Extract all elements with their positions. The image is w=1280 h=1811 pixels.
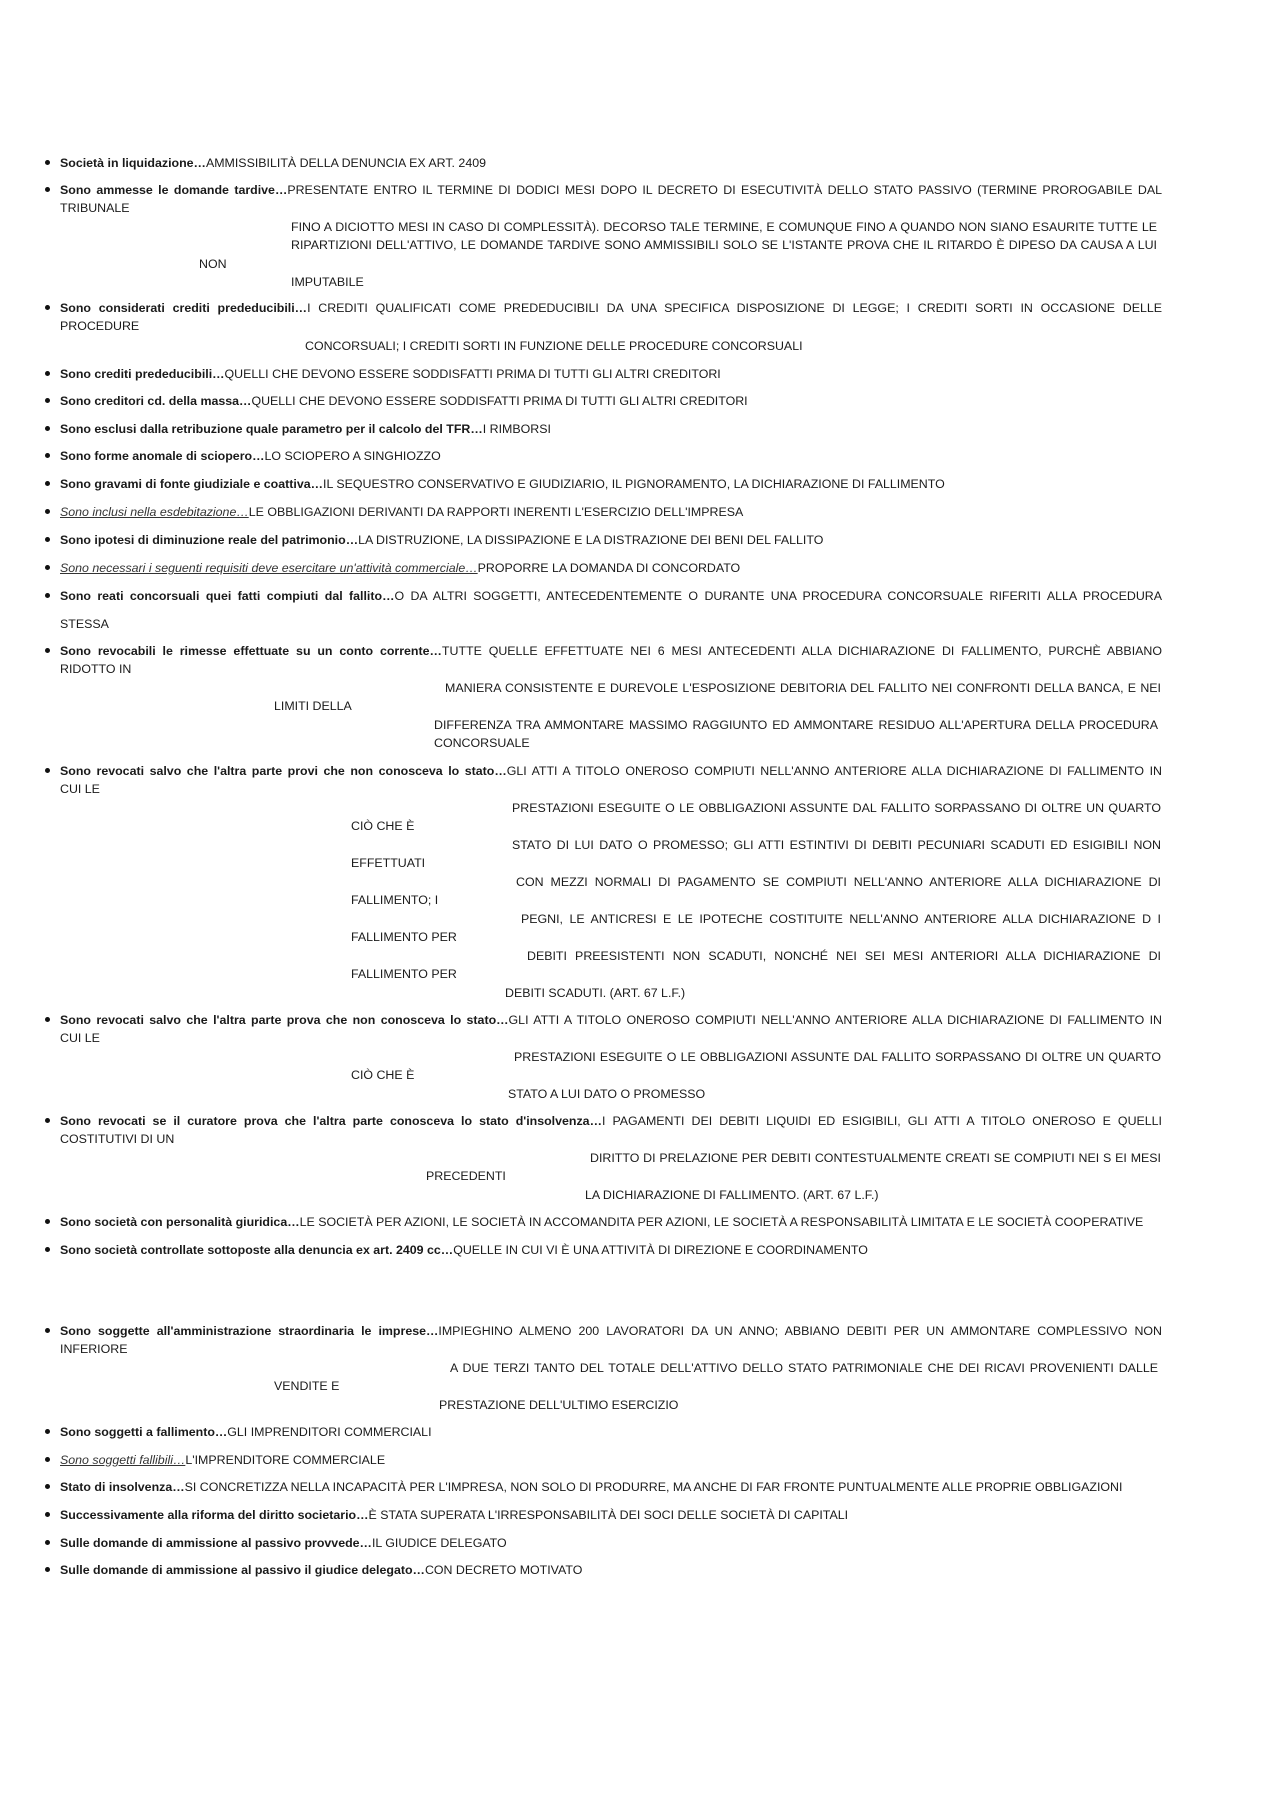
bullet-icon — [45, 1484, 50, 1489]
bullet-icon — [45, 1219, 50, 1224]
answer-line: PRESTAZIONE DELL'ULTIMO ESERCIZIO — [439, 1398, 679, 1412]
answer-line: CIÒ CHE È — [351, 819, 415, 833]
bullet-icon — [45, 1567, 50, 1572]
answer-line: FINO A DICIOTTO MESI IN CASO DI COMPLESSITÀ). DECORSO TALE TERMINE, E COMUNQUE FINO A QUANDO NON SIANO ESAURITE TUTTE LE — [291, 220, 1157, 234]
answer: IL GIUDICE DELEGATO — [371, 1536, 507, 1550]
answer-line: CONCORSUALI; I CREDITI SORTI IN FUNZIONE DELLE PROCEDURE CONCORSUALI — [305, 339, 803, 353]
answer-line: CUI LE — [60, 1031, 100, 1045]
bullet-icon — [45, 1247, 50, 1252]
answer-line: CON MEZZI NORMALI DI PAGAMENTO SE COMPIUTI NELL'ANNO ANTERIORE ALLA DICHIARAZIONE DI — [516, 875, 1161, 889]
list-item — [60, 1534, 1162, 1552]
answer-line: PRESTAZIONI ESEGUITE O LE OBBLIGAZIONI ASSUNTE DAL FALLITO SORPASSANO DI OLTRE UN QUARTO — [512, 801, 1161, 815]
question: Sono gravami di fonte giudiziale e coattiva… — [60, 477, 324, 491]
bullet-icon — [45, 1457, 50, 1462]
question: Sono reati concorsuali quei fatti compiuti dal fallito… — [60, 589, 395, 603]
answer: QUELLI CHE DEVONO ESSERE SODDISFATTI PRIMA DI TUTTI GLI ALTRI CREDITORI — [224, 367, 721, 381]
answer-line: MANIERA CONSISTENTE E DUREVOLE L'ESPOSIZIONE DEBITORIA DEL FALLITO NEI CONFRONTI DELLA BANCA, E NEI — [445, 681, 1161, 695]
answer-line: VENDITE E — [274, 1379, 340, 1393]
list-item — [60, 1561, 1162, 1579]
answer: PRESENTATE ENTRO IL TERMINE DI DODICI MESI DOPO IL DECRETO DI ESECUTIVITÀ DELLO STATO PASSIVO (TERMINE PROROGABILE DAL — [287, 183, 1162, 197]
bullet-icon — [45, 398, 50, 403]
answer: TUTTE QUELLE EFFETTUATE NEI 6 MESI ANTECEDENTI ALLA DICHIARAZIONE DI FALLIMENTO, PURCHÈ ABBIANO — [441, 644, 1162, 658]
answer-line: PROCEDURE — [60, 319, 140, 333]
answer-line: IMPUTABILE — [291, 275, 364, 289]
answer: SI CONCRETIZZA NELLA INCAPACITÀ PER L'IMPRESA, NON SOLO DI PRODURRE, MA ANCHE DI FAR FRONTE PUNTUALMENTE ALLE PROPRIE OBBLIGAZIONI — [184, 1480, 1123, 1494]
question: Sono ammesse le domande tardive… — [60, 183, 288, 197]
list-item — [60, 1451, 1162, 1469]
answer: LE SOCIETÀ PER AZIONI, LE SOCIETÀ IN ACCOMANDITA PER AZIONI, LE SOCIETÀ A RESPONSABILITÀ LIMITATA E LE SOCIETÀ COOPERATIVE — [299, 1215, 1144, 1229]
answer-line: A DUE TERZI TANTO DEL TOTALE DELL'ATTIVO DELLO STATO PATRIMONIALE CHE DEI RICAVI PROVENIENTI DALLE — [450, 1361, 1158, 1375]
question: Sono ipotesi di diminuzione reale del patrimonio… — [60, 533, 359, 547]
list-item — [60, 154, 1162, 172]
bullet-icon — [45, 426, 50, 431]
list-item — [60, 365, 1162, 383]
answer-line: STATO A LUI DATO O PROMESSO — [508, 1087, 706, 1101]
answer: QUELLI CHE DEVONO ESSERE SODDISFATTI PRIMA DI TUTTI GLI ALTRI CREDITORI — [251, 394, 748, 408]
answer: AMMISSIBILITÀ DELLA DENUNCIA EX ART. 2409 — [205, 156, 486, 170]
question: Sono società controllate sottoposte alla denuncia ex art. 2409 cc… — [60, 1243, 454, 1257]
bullet-icon — [45, 565, 50, 570]
question-link[interactable]: Sono inclusi nella esdebitazione… — [60, 505, 249, 519]
answer: O DA ALTRI SOGGETTI, ANTECEDENTEMENTE O DURANTE UNA PROCEDURA CONCORSUALE RIFERITI ALLA PROCEDURA — [394, 589, 1162, 603]
answer-line: CUI LE — [60, 782, 100, 796]
answer-line: PRESTAZIONI ESEGUITE O LE OBBLIGAZIONI ASSUNTE DAL FALLITO SORPASSANO DI OLTRE UN QUARTO — [514, 1050, 1161, 1064]
answer-line: DIRITTO DI PRELAZIONE PER DEBITI CONTESTUALMENTE CREATI SE COMPIUTI NEI S EI MESI — [590, 1151, 1161, 1165]
bullet-icon — [45, 305, 50, 310]
list-item — [60, 559, 1162, 577]
bullet-icon — [45, 1429, 50, 1434]
answer-line: FALLIMENTO; I — [351, 893, 439, 907]
bullet-icon — [45, 509, 50, 514]
list-item — [60, 447, 1162, 465]
answer-line: LA DICHIARAZIONE DI FALLIMENTO. (ART. 67 L.F.) — [585, 1188, 879, 1202]
list-item — [60, 1423, 1162, 1441]
bullet-icon — [45, 1328, 50, 1333]
answer-line: PEGNI, LE ANTICRESI E LE IPOTECHE COSTITUITE NELL'ANNO ANTERIORE ALLA DICHIARAZIONE D I — [521, 912, 1161, 926]
answer: IMPIEGHINO ALMENO 200 LAVORATORI DA UN ANNO; ABBIANO DEBITI PER UN AMMONTARE COMPLESSIVO NON — [438, 1324, 1162, 1338]
list-item — [60, 1322, 1162, 1358]
question: Sulle domande di ammissione al passivo provvede… — [60, 1536, 372, 1550]
question: Sono esclusi dalla retribuzione quale parametro per il calcolo del TFR… — [60, 422, 483, 436]
bullet-icon — [45, 593, 50, 598]
list-item — [60, 392, 1162, 410]
question: Successivamente alla riforma del diritto societario… — [60, 1508, 369, 1522]
bullet-icon — [45, 1512, 50, 1517]
bullet-icon — [45, 453, 50, 458]
bullet-icon — [45, 187, 50, 192]
answer-line: CIÒ CHE È — [351, 1068, 415, 1082]
question: Sono forme anomale di sciopero… — [60, 449, 265, 463]
answer-line: PRECEDENTI — [426, 1169, 506, 1183]
bullet-icon — [45, 537, 50, 542]
list-item — [60, 1213, 1162, 1231]
answer: GLI IMPRENDITORI COMMERCIALI — [227, 1425, 432, 1439]
list-item — [60, 299, 1162, 335]
answer-line: EFFETTUATI — [351, 856, 426, 870]
answer-line: NON — [199, 257, 227, 271]
answer-line: DIFFERENZA TRA AMMONTARE MASSIMO RAGGIUNTO ED AMMONTARE RESIDUO ALL'APERTURA DELLA PROCEDURA — [434, 718, 1158, 732]
question: Stato di insolvenza… — [60, 1480, 185, 1494]
bullet-icon — [45, 648, 50, 653]
question: Sono crediti prededucibili… — [60, 367, 225, 381]
bullet-icon — [45, 371, 50, 376]
question: Sono considerati crediti prededucibili… — [60, 301, 308, 315]
answer: LE OBBLIGAZIONI DERIVANTI DA RAPPORTI INERENTI L'ESERCIZIO DELL'IMPRESA — [248, 505, 744, 519]
answer: GLI ATTI A TITOLO ONEROSO COMPIUTI NELL'ANNO ANTERIORE ALLA DICHIARAZIONE DI FALLIMENTO IN — [506, 764, 1162, 778]
question: Sono soggetti a fallimento… — [60, 1425, 228, 1439]
answer-line: INFERIORE — [60, 1342, 128, 1356]
list-item — [60, 1011, 1162, 1047]
answer: GLI ATTI A TITOLO ONEROSO COMPIUTI NELL'ANNO ANTERIORE ALLA DICHIARAZIONE DI FALLIMENTO IN — [508, 1013, 1162, 1027]
answer: L'IMPRENDITORE COMMERCIALE — [185, 1453, 386, 1467]
bullet-icon — [45, 160, 50, 165]
answer-line: LIMITI DELLA — [274, 699, 352, 713]
answer-line: TRIBUNALE — [60, 201, 130, 215]
list-item — [60, 1478, 1162, 1496]
bullet-icon — [45, 1017, 50, 1022]
answer: I CREDITI QUALIFICATI COME PREDEDUCIBILI DA UNA SPECIFICA DISPOSIZIONE DI LEGGE; I CREDITI SORTI IN OCCASIONE DELLE — [307, 301, 1162, 315]
answer-line: COSTITUTIVI DI UN — [60, 1132, 175, 1146]
list-item — [60, 587, 1162, 605]
list-item — [60, 762, 1162, 798]
question: Società in liquidazione… — [60, 156, 206, 170]
answer: QUELLE IN CUI VI È UNA ATTIVITÀ DI DIREZIONE E COORDINAMENTO — [453, 1243, 868, 1257]
answer: PROPORRE LA DOMANDA DI CONCORDATO — [477, 561, 741, 575]
list-item — [60, 181, 1162, 217]
bullet-icon — [45, 1540, 50, 1545]
bullet-icon — [45, 481, 50, 486]
question: Sono revocabili le rimesse effettuate su un conto corrente… — [60, 644, 442, 658]
question: Sono revocati salvo che l'altra parte provi che non conosceva lo stato… — [60, 764, 507, 778]
question: Sulle domande di ammissione al passivo il giudice delegato… — [60, 1563, 425, 1577]
list-item — [60, 1241, 1162, 1259]
list-item — [60, 420, 1162, 438]
question: Sono revocati salvo che l'altra parte prova che non conosceva lo stato… — [60, 1013, 509, 1027]
answer-line: RIPARTIZIONI DELL'ATTIVO, LE DOMANDE TARDIVE SONO AMMISSIBILI SOLO SE L'ISTANTE PROVA CHE IL RITARDO È DIPESO DA CAUSA A LUI — [291, 238, 1157, 252]
answer: È STATA SUPERATA L'IRRESPONSABILITÀ DEI SOCI DELLE SOCIETÀ DI CAPITALI — [368, 1508, 849, 1522]
list-item — [60, 642, 1162, 678]
question-link[interactable]: Sono soggetti fallibili… — [60, 1453, 186, 1467]
answer: LA DISTRUZIONE, LA DISSIPAZIONE E LA DISTRAZIONE DEI BENI DEL FALLITO — [358, 533, 824, 547]
answer: IL SEQUESTRO CONSERVATIVO E GIUDIZIARIO, IL PIGNORAMENTO, LA DICHIARAZIONE DI FALLIMENTO — [323, 477, 945, 491]
answer-line: FALLIMENTO PER — [351, 930, 457, 944]
answer: I RIMBORSI — [482, 422, 551, 436]
answer-line: RIDOTTO IN — [60, 662, 132, 676]
list-item — [60, 1112, 1162, 1148]
answer-line: CONCORSUALE — [434, 736, 530, 750]
question: Sono società con personalità giuridica… — [60, 1215, 300, 1229]
answer-line: DEBITI PREESISTENTI NON SCADUTI, NONCHÉ NEI SEI MESI ANTERIORI ALLA DICHIARAZIONE DI — [527, 949, 1161, 963]
list-item — [60, 503, 1162, 521]
answer-line: DEBITI SCADUTI. (ART. 67 L.F.) — [505, 986, 686, 1000]
question-link[interactable]: Sono necessari i seguenti requisiti deve esercitare un'attività commerciale… — [60, 561, 478, 575]
answer-line: STATO DI LUI DATO O PROMESSO; GLI ATTI ESTINTIVI DI DEBITI PECUNIARI SCADUTI ED ESIGIBILI NON — [512, 838, 1161, 852]
question: Sono creditori cd. della massa… — [60, 394, 252, 408]
list-item — [60, 475, 1162, 493]
list-item — [60, 531, 1162, 549]
answer: CON DECRETO MOTIVATO — [424, 1563, 583, 1577]
answer: LO SCIOPERO A SINGHIOZZO — [264, 449, 441, 463]
answer-line: STESSA — [60, 617, 109, 631]
question: Sono revocati se il curatore prova che l'altra parte conosceva lo stato d'insolvenza… — [60, 1114, 602, 1128]
bullet-icon — [45, 768, 50, 773]
list-item — [60, 1506, 1162, 1524]
answer: I PAGAMENTI DEI DEBITI LIQUIDI ED ESIGIBILI, GLI ATTI A TITOLO ONEROSO E QUELLI — [601, 1114, 1163, 1128]
question: Sono soggette all'amministrazione straordinaria le imprese… — [60, 1324, 439, 1338]
answer-line: FALLIMENTO PER — [351, 967, 457, 981]
bullet-icon — [45, 1118, 50, 1123]
